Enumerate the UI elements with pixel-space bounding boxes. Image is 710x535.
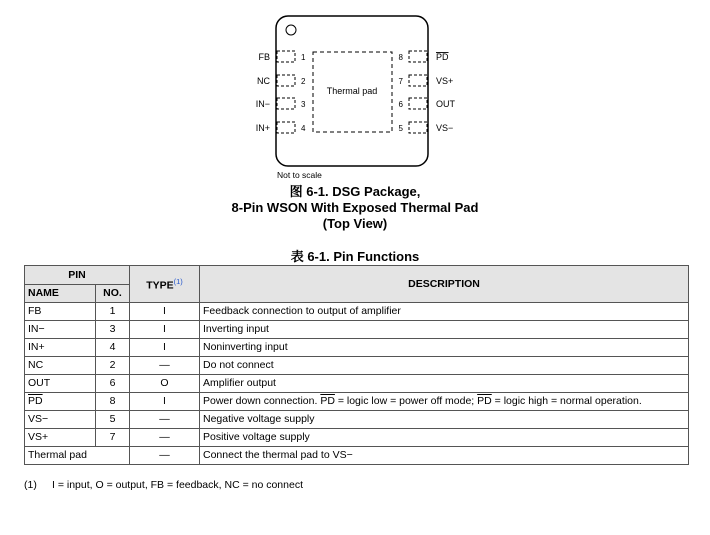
table-row	[25, 393, 689, 411]
pin-name-1: FB	[258, 52, 270, 62]
pin-number-cell: 6	[96, 375, 130, 393]
pin-number-2: 2	[301, 77, 306, 86]
header-type: TYPE$^{(1)}$	[130, 266, 200, 303]
pin-type-cell: —	[130, 429, 200, 447]
pin-type-cell: I	[130, 393, 200, 411]
pin-name-cell: $\overline{PD}$	[25, 393, 96, 411]
pin-description-cell: Negative voltage supply	[200, 411, 689, 429]
header-name: NAME	[25, 285, 96, 303]
pin-functions-table	[24, 265, 689, 465]
pin-name-cell: FB	[25, 303, 96, 321]
pin-description-cell: Noninverting input	[200, 339, 689, 357]
thermal-pad-label: Thermal pad	[326, 86, 378, 96]
figure-caption-text: 6-1. DSG Package,	[306, 184, 421, 199]
not-to-scale-note: Not to scale	[277, 170, 322, 180]
table-caption-prefix: 表	[290, 250, 304, 265]
pin-name-3: IN−	[255, 99, 270, 109]
pin-number-cell: 5	[96, 411, 130, 429]
pin-name-4: IN+	[255, 123, 270, 133]
pin-name-cell: NC	[25, 357, 96, 375]
pin-description-cell: Do not connect	[200, 357, 689, 375]
table-row	[25, 321, 689, 339]
pin-number-cell: 2	[96, 357, 130, 375]
pin-type-cell: —	[130, 357, 200, 375]
pin-name-cell: VS+	[25, 429, 96, 447]
table-caption	[0, 249, 710, 266]
figure-caption-line3: (Top View)	[322, 216, 388, 231]
pin-name-cell: VS−	[25, 411, 96, 429]
pin-type-cell: O	[130, 375, 200, 393]
pin-number-5: 5	[398, 124, 403, 133]
table-row	[25, 447, 689, 465]
figure-caption-line2: 8-Pin WSON With Exposed Thermal Pad	[231, 200, 479, 215]
pin-number-8: 8	[398, 53, 403, 62]
footnote-text: I = input, O = output, FB = feedback, NC = no connect	[52, 479, 303, 491]
pin-number-6: 6	[398, 100, 403, 109]
header-description: DESCRIPTION	[200, 266, 689, 303]
pin-description-cell: Connect the thermal pad to VS−	[200, 447, 689, 465]
table-row	[25, 375, 689, 393]
pin-name-5: VS−	[436, 123, 454, 133]
pin-number-cell: 3	[96, 321, 130, 339]
pin-name-7: VS+	[436, 76, 454, 86]
table-row	[25, 411, 689, 429]
pin-number-cell: 8	[96, 393, 130, 411]
pin-number-7: 7	[398, 77, 403, 86]
pin-name-8: PD	[436, 52, 449, 62]
pin-name-cell: IN+	[25, 339, 96, 357]
pin-number-cell: 1	[96, 303, 130, 321]
pin-number-4: 4	[301, 124, 306, 133]
pin-description-cell: Amplifier output	[200, 375, 689, 393]
pin-name-cell: IN−	[25, 321, 96, 339]
pin-type-cell: I	[130, 303, 200, 321]
table-row	[25, 357, 689, 375]
header-no: NO.	[96, 285, 130, 303]
figure-caption-line1	[0, 184, 710, 201]
pin-type-cell: I	[130, 339, 200, 357]
package-diagram	[0, 0, 710, 180]
pin-name-2: NC	[257, 76, 270, 86]
pin-name-cell: Thermal pad	[25, 447, 130, 465]
pin-type-cell: I	[130, 321, 200, 339]
pin-description-cell: Inverting input	[200, 321, 689, 339]
footnote-mark: (1)	[24, 479, 37, 491]
pin-description-cell: Power down connection. $\overline{PD}$ = logic low = power off mode; $\overline{PD}$ = logic high = normal operation.	[200, 393, 689, 411]
pin-description-cell: Positive voltage supply	[200, 429, 689, 447]
table-row	[25, 303, 689, 321]
table-caption-text: 6-1. Pin Functions	[307, 249, 420, 264]
pin-number-3: 3	[301, 100, 306, 109]
table-row	[25, 339, 689, 357]
header-pin: PIN	[25, 266, 130, 285]
table-row	[25, 429, 689, 447]
figure-caption-prefix: 图	[289, 185, 303, 200]
pin-number-cell: 7	[96, 429, 130, 447]
pin-description-cell: Feedback connection to output of amplifier	[200, 303, 689, 321]
pin-type-cell: —	[130, 447, 200, 465]
pin-type-cell: —	[130, 411, 200, 429]
table-footnote	[24, 479, 303, 491]
pin-name-6: OUT	[436, 99, 455, 109]
pin-name-cell: OUT	[25, 375, 96, 393]
pin-number-1: 1	[301, 53, 306, 62]
type-footnote-ref[interactable]: (1)	[173, 277, 183, 287]
pin-number-cell: 4	[96, 339, 130, 357]
